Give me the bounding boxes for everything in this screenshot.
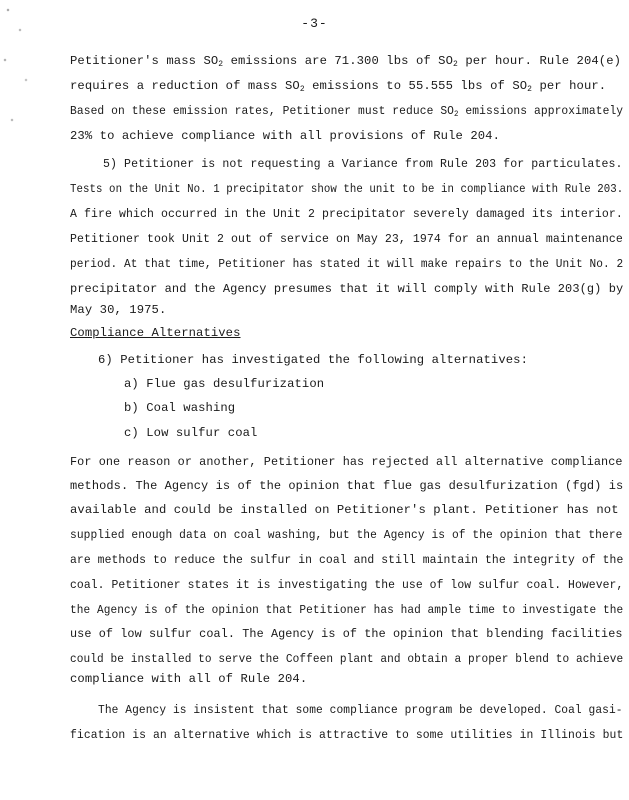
text-line: 6) Petitioner has investigated the following alternatives:: [98, 353, 528, 367]
section-heading: Compliance Alternatives: [70, 326, 241, 340]
text-line: requires a reduction of mass $SO_2$ emissions to 55.555 lbs of $SO_2$ per hour.: [70, 79, 607, 94]
text-line: A fire which occurred in the Unit 2 precipitator severely damaged its interior.: [70, 207, 623, 221]
list-item: b) Coal washing: [124, 401, 236, 415]
text-line: Based on these emission rates, Petitioner must reduce $SO_2$ emissions approximately: [70, 104, 624, 119]
text-line: period. At that time, Petitioner has stated it will make repairs to the Unit No. 2: [70, 257, 624, 271]
text-line: May 30, 1975.: [70, 303, 167, 317]
text-line: 5) Petitioner is not requesting a Variance from Rule 203 for particulates.: [103, 157, 623, 171]
text-line: could be installed to serve the Coffeen plant and obtain a proper blend to achieve: [70, 652, 624, 666]
text-line: the Agency is of the opinion that Petitioner has had ample time to investigate the: [70, 603, 624, 617]
text-line: fication is an alternative which is attractive to some utilities in Illinois but: [70, 728, 624, 742]
text-line: methods. The Agency is of the opinion that flue gas desulfurization (fgd) is: [70, 479, 624, 493]
text-line: For one reason or another, Petitioner has rejected all alternative compliance: [70, 455, 623, 469]
text-line: Petitioner's mass $SO_2$ emissions are 71.300 lbs of $SO_2$ per hour. Rule 204(e): [70, 54, 622, 69]
text-line: 23% to achieve compliance with all provisions of Rule 204.: [70, 129, 500, 143]
list-item: a) Flue gas desulfurization: [124, 377, 325, 391]
text-line: Tests on the Unit No. 1 precipitator show the unit to be in compliance with Rule 203.: [70, 182, 624, 196]
text-line: The Agency is insistent that some compliance program be developed. Coal gasi-: [98, 703, 623, 717]
list-item: c) Low sulfur coal: [124, 426, 258, 440]
text-line: available and could be installed on Petitioner's plant. Petitioner has not: [70, 503, 619, 517]
text-line: precipitator and the Agency presumes that it will comply with Rule 203(g) by: [70, 282, 624, 296]
text-line: Petitioner took Unit 2 out of service on May 23, 1974 for an annual maintenance: [70, 232, 623, 246]
text-line: supplied enough data on coal washing, but the Agency is of the opinion that there: [70, 528, 623, 542]
page-number: -3-: [301, 16, 328, 31]
text-line: compliance with all of Rule 204.: [70, 672, 308, 686]
text-line: coal. Petitioner states it is investigating the use of low sulfur coal. However,: [70, 578, 624, 592]
text-line: use of low sulfur coal. The Agency is of the opinion that blending facilities: [70, 627, 623, 641]
text-line: are methods to reduce the sulfur in coal and still maintain the integrity of the: [70, 553, 624, 567]
